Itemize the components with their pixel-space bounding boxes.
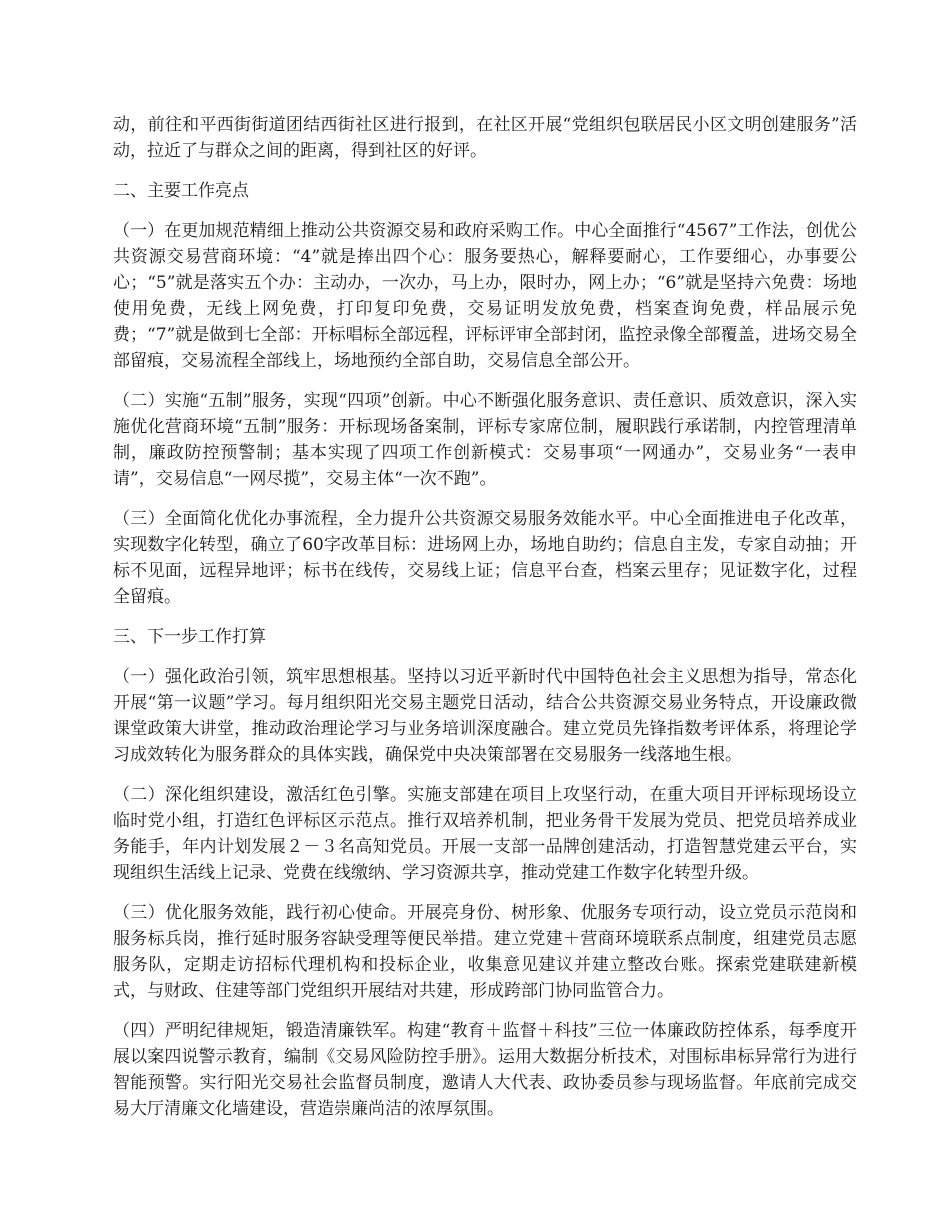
paragraph-next-step-4: （四）严明纪律规矩，锻造清廉铁军。构建“教育＋监督＋科技”三位一体廉政防控体系，每季度开展以案四说警示教育，编制《交易风险防控手册》。运用大数据分析技术，对围标串标异常行为进行智能预警。实行阳光交易社会监督员制度，邀请人大代表、政协委员参与现场监督。年底前完成交易大厅清廉文化墙建设，营造崇廉尚洁的浓厚氛围。 xyxy=(113,1021,857,1119)
section-heading-highlights: 二、主要工作亮点 xyxy=(113,181,249,201)
paragraph-highlight-3: （三）全面简化优化办事流程，全力提升公共资源交易服务效能水平。中心全面推进电子化改革，实现数字化转型，确立了60字改革目标：进场网上办，场地自助约；信息自主发，专家自动抽；开标不见面，远程异地评；标书在线传，交易线上证；信息平台查，档案云里存；见证数字化，过程全留痕。 xyxy=(113,509,857,607)
paragraph-next-step-3: （三）优化服务效能，践行初心使命。开展亮身份、树形象、优服务专项行动，设立党员示范岗和服务标兵岗，推行延时服务容缺受理等便民举措。建立党建＋营商环境联系点制度，组建党员志愿服务队，定期走访招标代理机构和投标企业，收集意见建议并建立整改台账。探索党建联建新模式，与财政、住建等部门党组织开展结对共建，形成跨部门协同监管合力。 xyxy=(113,903,857,1001)
paragraph-next-step-1: （一）强化政治引领，筑牢思想根基。坚持以习近平新时代中国特色社会主义思想为指导，常态化开展“第一议题”学习。每月组织阳光交易主题党日活动，结合公共资源交易业务特点，开设廉政微课堂政策大讲堂，推动政治理论学习与业务培训深度融合。建立党员先锋指数考评体系，将理论学习成效转化为服务群众的具体实践，确保党中央决策部署在交易服务一线落地生根。 xyxy=(113,667,857,765)
paragraph-highlight-1: （一）在更加规范精细上推动公共资源交易和政府采购工作。中心全面推行“4567”工作法，创优公共资源交易营商环境：“4”就是捧出四个心：服务要热心，解释要耐心，工作要细心，办事要公心；“5”就是落实五个办：主动办，一次办，马上办，限时办，网上办；“6”就是坚持六免费：场地使用免费，无线上网免费，打印复印免费，交易证明发放免费，档案查询免费，样品展示免费；“7”就是做到七全部：开标唱标全部远程，评标评审全部封闭，监控录像全部覆盖，进场交易全部留痕，交易流程全部线上，场地预约全部自助，交易信息全部公开。 xyxy=(113,221,857,371)
section-heading-next-steps: 三、下一步工作打算 xyxy=(113,627,266,647)
paragraph-next-step-2: （二）深化组织建设，激活红色引擎。实施支部建在项目上攻坚行动，在重大项目开评标现场设立临时党小组，打造红色评标区示范点。推行双培养机制，把业务骨干发展为党员、把党员培养成业务能手，年内计划发展２－３名高知党员。开展一支部一品牌创建活动，打造智慧党建云平台，实现组织生活线上记录、党费在线缴纳、学习资源共享，推动党建工作数字化转型升级。 xyxy=(113,785,857,883)
document-page xyxy=(113,112,857,1136)
paragraph-highlight-2: （二）实施“五制”服务，实现“四项”创新。中心不断强化服务意识、责任意识、质效意识，深入实施优化营商环境“五制”服务：开标现场备案制，评标专家席位制，履职践行承诺制，内控管理清单制，廉政防控预警制；基本实现了四项工作创新模式：交易事项“一网通办”，交易业务“一表申请”，交易信息“一网尽揽”，交易主体“一次不跑”。 xyxy=(113,391,857,489)
paragraph-community-report: 动，前往和平西街街道团结西街社区进行报到，在社区开展“党组织包联居民小区文明创建服务”活动，拉近了与群众之间的距离，得到社区的好评。 xyxy=(113,115,857,161)
